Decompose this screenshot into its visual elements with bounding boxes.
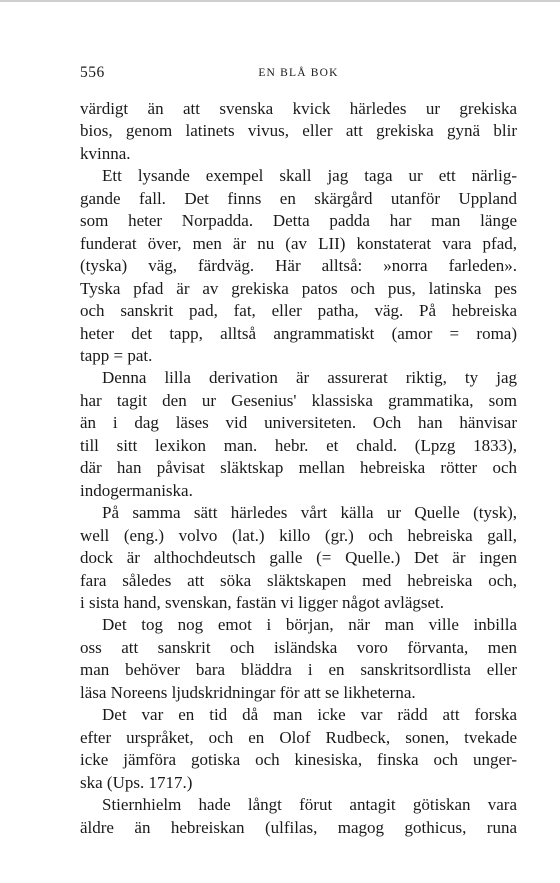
text-line: dock är althochdeutsch galle (= Quelle.) Det är ingen (80, 548, 517, 568)
book-page (80, 64, 517, 839)
text-line: ska (Ups. 1717.) (80, 772, 193, 792)
text-line: har tagit den ur Gesenius' klassiska grammatika, som (80, 390, 517, 410)
page-edge (0, 0, 560, 2)
text-line: i sista hand, svenskan, fastän vi ligger något avlägset. (80, 592, 444, 612)
text-line: Tyska pfad är av grekiska patos och pus, latinska pes (80, 278, 517, 298)
text-line: läsa Noreens ljudskridningar för att se likheterna. (80, 682, 416, 702)
text-line: till sitt lexikon man. hebr. et chald. (Lpzg 1833), (80, 435, 517, 455)
text-line: tapp = pat. (80, 345, 153, 365)
text-line: gande fall. Det finns en skärgård utanför Uppland (80, 188, 517, 208)
text-line: och sanskrit pad, fat, eller patha, väg. På hebreiska (80, 301, 517, 321)
text-line: bios, genom latinets vivus, eller att grekiska gynä blir (80, 121, 517, 141)
paragraph (80, 614, 517, 704)
paragraph (80, 502, 517, 614)
text-line: Denna lilla derivation är assurerat riktig, ty jag (102, 368, 517, 388)
body-text (80, 98, 517, 839)
text-line: (tyska) väg, färdväg. Här alltså: »norra farleden». (80, 256, 517, 276)
text-line: som heter Norpadda. Detta padda har man länge (80, 211, 517, 231)
running-title: EN BLÅ BOK (258, 67, 339, 79)
text-line: icke jämföra gotiska och kinesiska, finska och unger- (80, 750, 517, 770)
text-line: Det tog nog emot i början, när man ville inbilla (102, 615, 517, 635)
paragraph (80, 98, 517, 165)
text-line: fara således att söka släktskapen med hebreiska och, (80, 570, 517, 590)
text-line: heter det tapp, alltså angrammatiskt (amor = roma) (80, 323, 517, 343)
paragraph (80, 794, 517, 839)
text-line: Stiernhielm hade långt förut antagit götiskan vara (102, 795, 517, 815)
text-line: indogermaniska. (80, 480, 193, 500)
text-line: efter urspråket, och en Olof Rudbeck, sonen, tvekade (80, 727, 517, 747)
text-line: än i dag läses vid universiteten. Och han hänvisar (80, 413, 517, 433)
text-line: oss att sanskrit och isländska voro förvanta, men (80, 637, 517, 657)
text-line: man behöver bara bläddra i en sanskritsordlista eller (80, 660, 517, 680)
text-line: äldre än hebreiskan (ulfilas, magog gothicus, runa (80, 817, 517, 837)
paragraph (80, 165, 517, 367)
text-line: Det var en tid då man icke var rädd att forska (102, 705, 517, 725)
paragraph (80, 367, 517, 502)
text-line: well (eng.) volvo (lat.) killo (gr.) och hebreiska gall, (80, 525, 517, 545)
text-line: där han påvisat släktskap mellan hebreiska rötter och (80, 458, 517, 478)
text-line: kvinna. (80, 143, 131, 163)
text-line: värdigt än att svenska kvick härledes ur grekiska (80, 99, 517, 118)
running-head (80, 64, 517, 86)
text-line: På samma sätt härledes vårt källa ur Quelle (tysk), (102, 503, 517, 523)
text-line: funderat över, men är nu (av LII) konstaterat vara pfad, (80, 233, 517, 253)
text-line: Ett lysande exempel skall jag taga ur ett närlig- (102, 166, 517, 186)
page-number: 556 (80, 64, 105, 81)
paragraph (80, 704, 517, 794)
